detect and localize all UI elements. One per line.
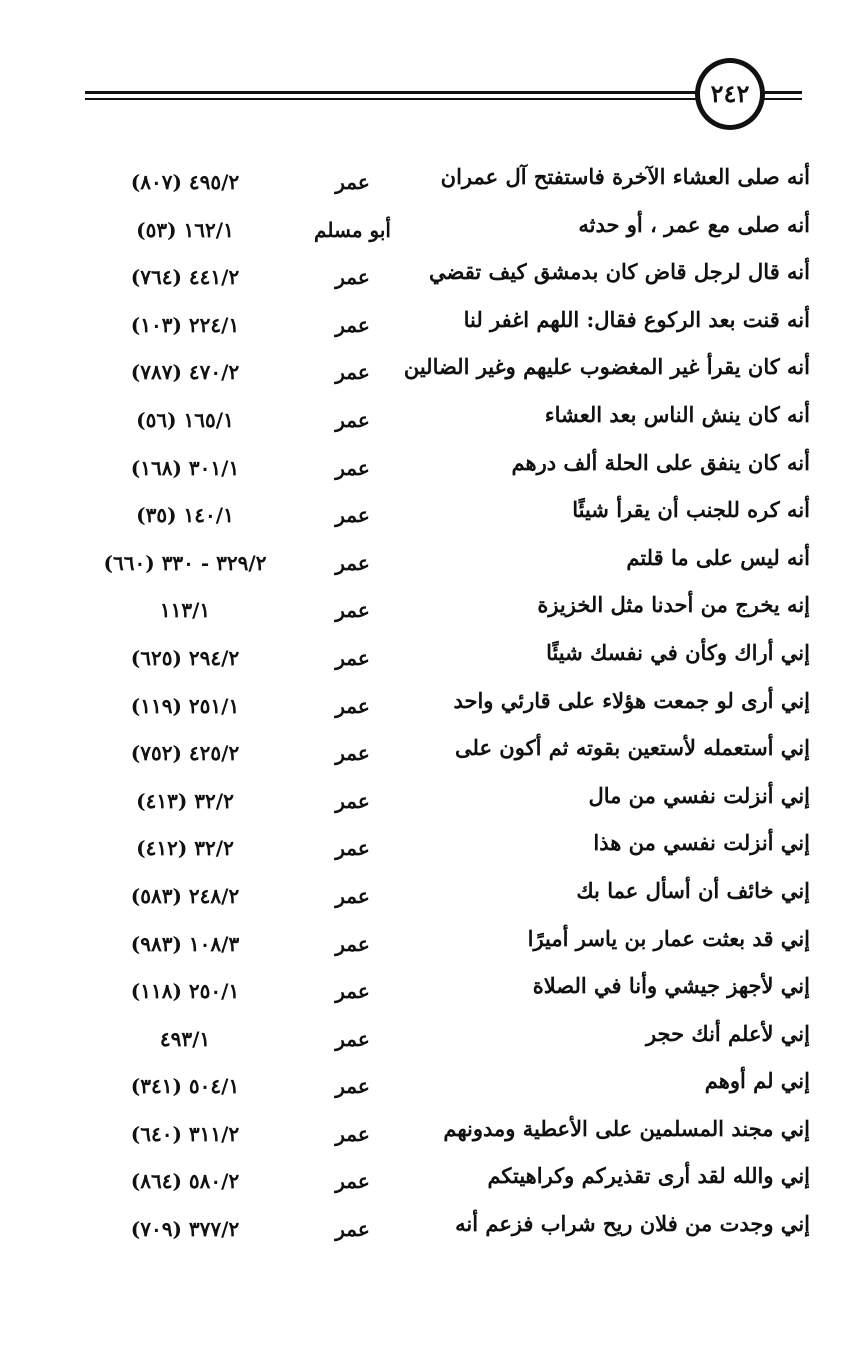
index-entry-row <box>0 826 855 874</box>
entry-reference: ٢٢٤/١ (١٠٣) <box>130 312 240 337</box>
entry-text: أنه كره للجنب أن يقرأ شيئًا <box>572 497 810 523</box>
entry-text: إني أراك وكأن في نفسك شيئًا <box>546 639 810 665</box>
entry-narrator: عمر <box>335 312 370 337</box>
index-entries-list <box>0 160 855 1255</box>
entry-reference: ٤٩٥/٢ (٨٠٧) <box>130 170 240 194</box>
entry-text: إني لأجهز جيشي وأنا في الصلاة <box>532 973 810 999</box>
entry-text: إني لم أوهم <box>704 1068 810 1094</box>
index-entry-row <box>0 636 855 684</box>
entry-reference: ١٠٨/٣ (٩٨٣) <box>130 931 240 956</box>
entry-text: إني أستعمله لأستعين بقوته ثم أكون على <box>455 735 810 761</box>
entry-text: أنه كان يقرأ غير المغضوب عليهم وغير الضالين <box>403 354 810 380</box>
header-rule-thin <box>85 98 700 100</box>
entry-reference: ٤٢٥/٢ (٧٥٢) <box>130 741 240 766</box>
index-entry-row <box>0 541 855 589</box>
entry-narrator: أبو مسلم <box>314 217 391 242</box>
entry-narrator: عمر <box>335 979 370 1004</box>
entry-narrator: عمر <box>335 836 370 861</box>
entry-narrator: عمر <box>335 407 370 432</box>
entry-reference: ٣٢/٢ (٤١٢) <box>136 836 234 861</box>
index-entry-row <box>0 684 855 732</box>
index-entry-row <box>0 446 855 494</box>
page-header <box>0 50 855 140</box>
entry-reference: ٣٢٩/٢ - ٣٣٠ (٦٦٠) <box>103 550 267 575</box>
entry-text: إني أنزلت نفسي من مال <box>588 782 810 808</box>
page-number: ٢٤٢ <box>710 79 750 108</box>
index-entry-row <box>0 493 855 541</box>
page-number-badge <box>695 58 765 130</box>
entry-text: إني لأعلم أنك حجر <box>645 1020 810 1046</box>
entry-text: أنه قال لرجل قاض كان بدمشق كيف تقضي <box>429 259 810 285</box>
entry-reference: ٤٩٣/١ <box>159 1026 211 1051</box>
entry-reference: ١٦٥/١ (٥٦) <box>136 407 234 432</box>
entry-narrator: عمر <box>335 1026 370 1051</box>
entry-narrator: عمر <box>335 883 370 908</box>
entry-narrator: عمر <box>335 503 370 528</box>
index-entry-row <box>0 969 855 1017</box>
entry-text: إني مجند المسلمين على الأعطية ومدونهم <box>443 1115 810 1141</box>
entry-narrator: عمر <box>335 1217 370 1242</box>
entry-narrator: عمر <box>335 170 370 194</box>
entry-reference: ٥٨٠/٢ (٨٦٤) <box>130 1169 240 1194</box>
index-entry-row <box>0 255 855 303</box>
header-rule-right-thick <box>762 91 802 94</box>
entry-narrator: عمر <box>335 265 370 290</box>
entry-reference: ٢٥١/١ (١١٩) <box>130 693 240 718</box>
header-rule-right-thin <box>762 98 802 100</box>
entry-text: إني خائف أن أسأل عما بك <box>576 877 810 903</box>
entry-text: أنه قنت بعد الركوع فقال: اللهم اغفر لنا <box>463 306 810 332</box>
entry-reference: ٢٥٠/١ (١١٨) <box>130 979 240 1004</box>
entry-narrator: عمر <box>335 455 370 480</box>
entry-text: إني والله لقد أرى تقذيركم وكراهيتكم <box>487 1163 810 1189</box>
entry-reference: ١١٣/١ <box>159 598 211 623</box>
entry-reference: ٤٧٠/٢ (٧٨٧) <box>130 360 240 385</box>
entry-narrator: عمر <box>335 550 370 575</box>
index-entry-row <box>0 779 855 827</box>
index-entry-row <box>0 1159 855 1207</box>
entry-text: إني قد بعثت عمار بن ياسر أميرًا <box>527 925 810 951</box>
entry-reference: ٣١١/٢ (٦٤٠) <box>130 1121 240 1146</box>
entry-text: إنه يخرج من أحدنا مثل الخزيزة <box>537 592 810 618</box>
index-entry-row <box>0 350 855 398</box>
entry-text: أنه كان ينفق على الحلة ألف درهم <box>511 449 810 475</box>
entry-narrator: عمر <box>335 598 370 623</box>
index-entry-row <box>0 588 855 636</box>
entry-narrator: عمر <box>335 1074 370 1099</box>
entry-reference: ٥٠٤/١ (٣٤١) <box>130 1074 240 1099</box>
entry-text: أنه صلى العشاء الآخرة فاستفتح آل عمران <box>440 164 810 189</box>
entry-narrator: عمر <box>335 741 370 766</box>
index-entry-row <box>0 874 855 922</box>
entry-reference: ٣٠١/١ (١٦٨) <box>130 455 240 480</box>
index-entry-row <box>0 1207 855 1255</box>
entry-text: إني أنزلت نفسي من هذا <box>593 830 810 856</box>
index-entry-row <box>0 398 855 446</box>
index-entry-row <box>0 731 855 779</box>
entry-narrator: عمر <box>335 1121 370 1146</box>
entry-text: أنه كان ينش الناس بعد العشاء <box>544 401 810 427</box>
index-entry-row <box>0 303 855 351</box>
index-entry-row <box>0 208 855 256</box>
entry-narrator: عمر <box>335 931 370 956</box>
entry-narrator: عمر <box>335 360 370 385</box>
entry-reference: ١٤٠/١ (٣٥) <box>136 503 234 528</box>
entry-reference: ٣٢/٢ (٤١٣) <box>136 788 234 813</box>
index-entry-row <box>0 1017 855 1065</box>
entry-text: إني أرى لو جمعت هؤلاء على قارئي واحد <box>453 687 810 713</box>
entry-narrator: عمر <box>335 1169 370 1194</box>
entry-reference: ٤٤١/٢ (٧٦٤) <box>130 265 240 290</box>
index-entry-row <box>0 1112 855 1160</box>
entry-reference: ٣٧٧/٢ (٧٠٩) <box>130 1217 240 1242</box>
entry-narrator: عمر <box>335 788 370 813</box>
entry-text: إني وجدت من فلان ريح شراب فزعم أنه <box>455 1211 810 1237</box>
entry-text: أنه ليس على ما قلتم <box>626 544 810 570</box>
index-entry-row <box>0 1064 855 1112</box>
entry-reference: ٢٤٨/٢ (٥٨٣) <box>130 883 240 908</box>
entry-reference: ٢٩٤/٢ (٦٢٥) <box>130 645 240 670</box>
entry-narrator: عمر <box>335 645 370 670</box>
header-rule-thick <box>85 91 700 94</box>
index-entry-row <box>0 922 855 970</box>
entry-text: أنه صلى مع عمر ، أو حدثه <box>578 211 810 237</box>
index-entry-row <box>0 160 855 208</box>
entry-narrator: عمر <box>335 693 370 718</box>
entry-reference: ١٦٢/١ (٥٣) <box>136 217 234 242</box>
